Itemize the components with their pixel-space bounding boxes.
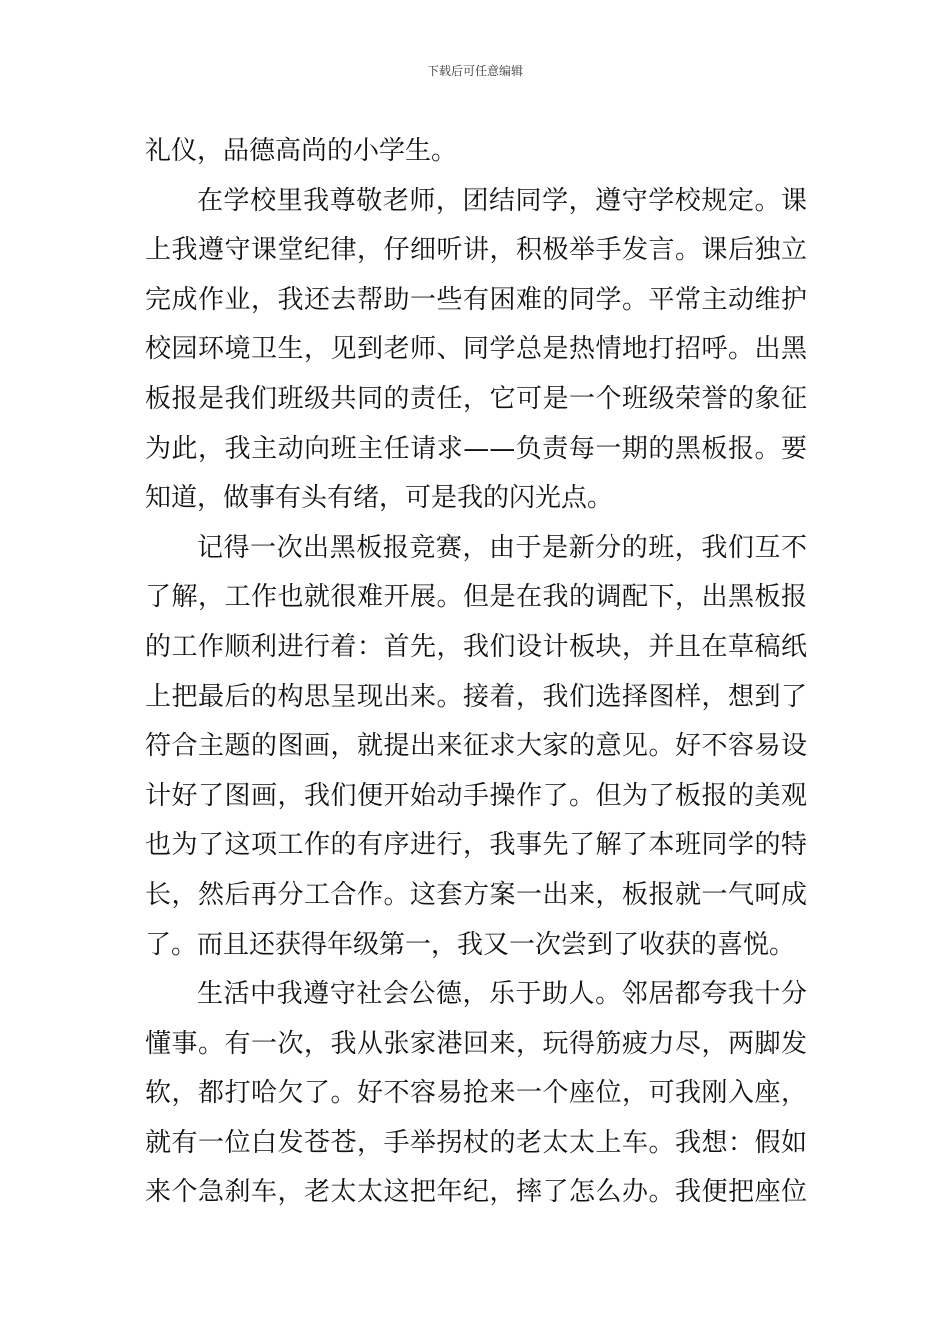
text-line: 的工作顺利进行着：首先，我们设计板块，并且在草稿纸 [145, 631, 807, 662]
text-line: 懂事。有一次，我从张家港回来，玩得筋疲力尽，两脚发 [145, 1028, 807, 1059]
document-body [145, 127, 807, 1218]
text-line: 了解，工作也就很难开展。但是在我的调配下，出黑板报 [145, 582, 807, 613]
paragraph-first-line: 在学校里我尊敬老师，团结同学，遵守学校规定。课 [197, 185, 807, 216]
text-line: 也为了这项工作的有序进行，我事先了解了本班同学的特 [145, 830, 807, 861]
text-line: 了。而且还获得年级第一，我又一次尝到了收获的喜悦。 [145, 929, 796, 960]
text-line: 软，都打哈欠了。好不容易抢来一个座位，可我刚入座， [145, 1078, 807, 1109]
text-line: 礼仪，品德高尚的小学生。 [145, 136, 458, 166]
text-line: 知道，做事有头有绪，可是我的闪光点。 [145, 483, 614, 514]
text-line: 符合主题的图画，就提出来征求大家的意见。好不容易设 [145, 731, 807, 762]
text-line: 计好了图画，我们便开始动手操作了。但为了板报的美观 [145, 780, 807, 811]
text-line: 为此，我主动向班主任请求——负责每一期的黑板报。要 [145, 433, 807, 464]
text-line: 上把最后的构思呈现出来。接着，我们选择图样，想到了 [145, 681, 807, 712]
text-line: 上我遵守课堂纪律，仔细听讲，积极举手发言。课后独立 [145, 235, 807, 266]
text-line: 就有一位白发苍苍，手举拐杖的老太太上车。我想：假如 [145, 1127, 807, 1158]
text-line: 板报是我们班级共同的责任，它可是一个班级荣誉的象征 [145, 383, 807, 414]
page-header-note: 下载后可任意编辑 [426, 64, 523, 78]
paragraph-first-line: 生活中我遵守社会公德，乐于助人。邻居都夸我十分 [197, 979, 807, 1010]
text-line: 来个急刹车，老太太这把年纪，摔了怎么办。我便把座位 [145, 1177, 807, 1208]
text-line: 校园环境卫生，见到老师、同学总是热情地打招呼。出黑 [145, 334, 807, 365]
paragraph-first-line: 记得一次出黑板报竞赛，由于是新分的班，我们互不 [197, 532, 807, 563]
text-line: 完成作业，我还去帮助一些有困难的同学。平常主动维护 [145, 284, 807, 315]
text-line: 长，然后再分工合作。这套方案一出来，板报就一气呵成 [145, 879, 807, 910]
